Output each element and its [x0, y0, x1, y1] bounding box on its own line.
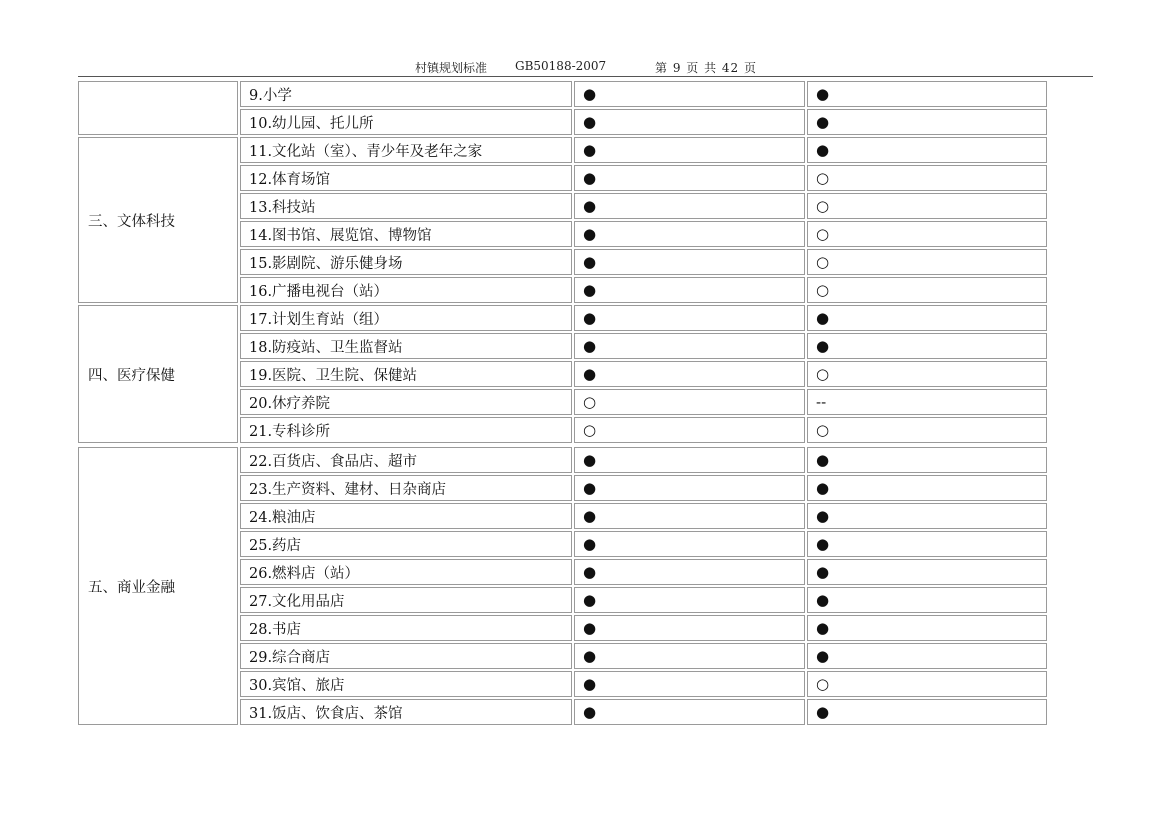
symbol-cell: ○ — [807, 417, 1047, 443]
symbol-cell: ● — [807, 447, 1047, 473]
item-cell: 31.饭店、饮食店、茶馆 — [240, 699, 572, 725]
symbol-cell: ● — [574, 333, 805, 359]
standard-code: GB50188-2007 — [515, 59, 607, 73]
symbol-cell: ● — [807, 643, 1047, 669]
table-row — [78, 305, 1047, 331]
table-row — [78, 447, 1047, 473]
item-cell: 14.图书馆、展览馆、博物馆 — [240, 221, 572, 247]
item-cell: 25.药店 — [240, 531, 572, 557]
symbol-cell: ○ — [807, 221, 1047, 247]
symbol-cell: ● — [574, 475, 805, 501]
symbol-cell: ● — [807, 475, 1047, 501]
symbol-cell: ● — [807, 531, 1047, 557]
item-cell: 17.计划生育站（组） — [240, 305, 572, 331]
symbol-cell: ○ — [807, 277, 1047, 303]
symbol-cell: ○ — [807, 165, 1047, 191]
item-cell: 27.文化用品店 — [240, 587, 572, 613]
item-cell: 11.文化站（室）、青少年及老年之家 — [240, 137, 572, 163]
symbol-cell: ● — [807, 305, 1047, 331]
item-cell: 19.医院、卫生院、保健站 — [240, 361, 572, 387]
symbol-cell: ● — [574, 109, 805, 135]
symbol-cell: ● — [574, 643, 805, 669]
page-header — [0, 59, 1169, 77]
symbol-cell: ● — [807, 559, 1047, 585]
symbol-cell: ○ — [807, 193, 1047, 219]
item-cell: 22.百货店、食品店、超市 — [240, 447, 572, 473]
category-cell: 三、文体科技 — [78, 137, 238, 303]
table-row — [78, 137, 1047, 163]
symbol-cell: ● — [807, 81, 1047, 107]
symbol-cell: ○ — [574, 417, 805, 443]
symbol-cell: ● — [807, 109, 1047, 135]
facilities-table-part1 — [76, 79, 1049, 445]
item-cell: 26.燃料店（站） — [240, 559, 572, 585]
symbol-cell: ● — [574, 615, 805, 641]
symbol-cell: ● — [574, 277, 805, 303]
category-cell: 四、医疗保健 — [78, 305, 238, 443]
item-cell: 20.休疗养院 — [240, 389, 572, 415]
symbol-cell: ● — [807, 587, 1047, 613]
item-cell: 21.专科诊所 — [240, 417, 572, 443]
table-row — [78, 81, 1047, 107]
category-cell — [78, 81, 238, 135]
item-cell: 28.书店 — [240, 615, 572, 641]
symbol-cell: ● — [807, 333, 1047, 359]
item-cell: 13.科技站 — [240, 193, 572, 219]
document-title: 村镇规划标准 — [415, 61, 488, 75]
symbol-cell: ○ — [574, 389, 805, 415]
symbol-cell: ● — [574, 221, 805, 247]
header-rule — [78, 76, 1093, 77]
item-cell: 23.生产资料、建材、日杂商店 — [240, 475, 572, 501]
symbol-cell: ● — [574, 447, 805, 473]
symbol-cell: ● — [574, 137, 805, 163]
symbol-cell: ● — [807, 503, 1047, 529]
symbol-cell: ● — [807, 615, 1047, 641]
symbol-cell: ● — [574, 559, 805, 585]
symbol-cell: ● — [574, 531, 805, 557]
symbol-cell: ● — [807, 137, 1047, 163]
page-indicator: 第 9 页 共 42 页 — [655, 61, 757, 75]
symbol-cell: ● — [574, 503, 805, 529]
symbol-cell: ● — [574, 81, 805, 107]
facilities-table-part2 — [76, 445, 1049, 727]
symbol-cell: ● — [574, 249, 805, 275]
item-cell: 24.粮油店 — [240, 503, 572, 529]
symbol-cell: ● — [574, 165, 805, 191]
item-cell: 10.幼儿园、托儿所 — [240, 109, 572, 135]
item-cell: 12.体育场馆 — [240, 165, 572, 191]
item-cell: 16.广播电视台（站） — [240, 277, 572, 303]
item-cell: 15.影剧院、游乐健身场 — [240, 249, 572, 275]
symbol-cell: ○ — [807, 249, 1047, 275]
item-cell: 30.宾馆、旅店 — [240, 671, 572, 697]
item-cell: 9.小学 — [240, 81, 572, 107]
item-cell: 29.综合商店 — [240, 643, 572, 669]
category-cell: 五、商业金融 — [78, 447, 238, 725]
symbol-cell: -- — [807, 389, 1047, 415]
symbol-cell: ● — [574, 671, 805, 697]
symbol-cell: ● — [574, 305, 805, 331]
symbol-cell: ○ — [807, 671, 1047, 697]
symbol-cell: ○ — [807, 361, 1047, 387]
symbol-cell: ● — [574, 193, 805, 219]
item-cell: 18.防疫站、卫生监督站 — [240, 333, 572, 359]
symbol-cell: ● — [574, 699, 805, 725]
symbol-cell: ● — [807, 699, 1047, 725]
symbol-cell: ● — [574, 587, 805, 613]
symbol-cell: ● — [574, 361, 805, 387]
